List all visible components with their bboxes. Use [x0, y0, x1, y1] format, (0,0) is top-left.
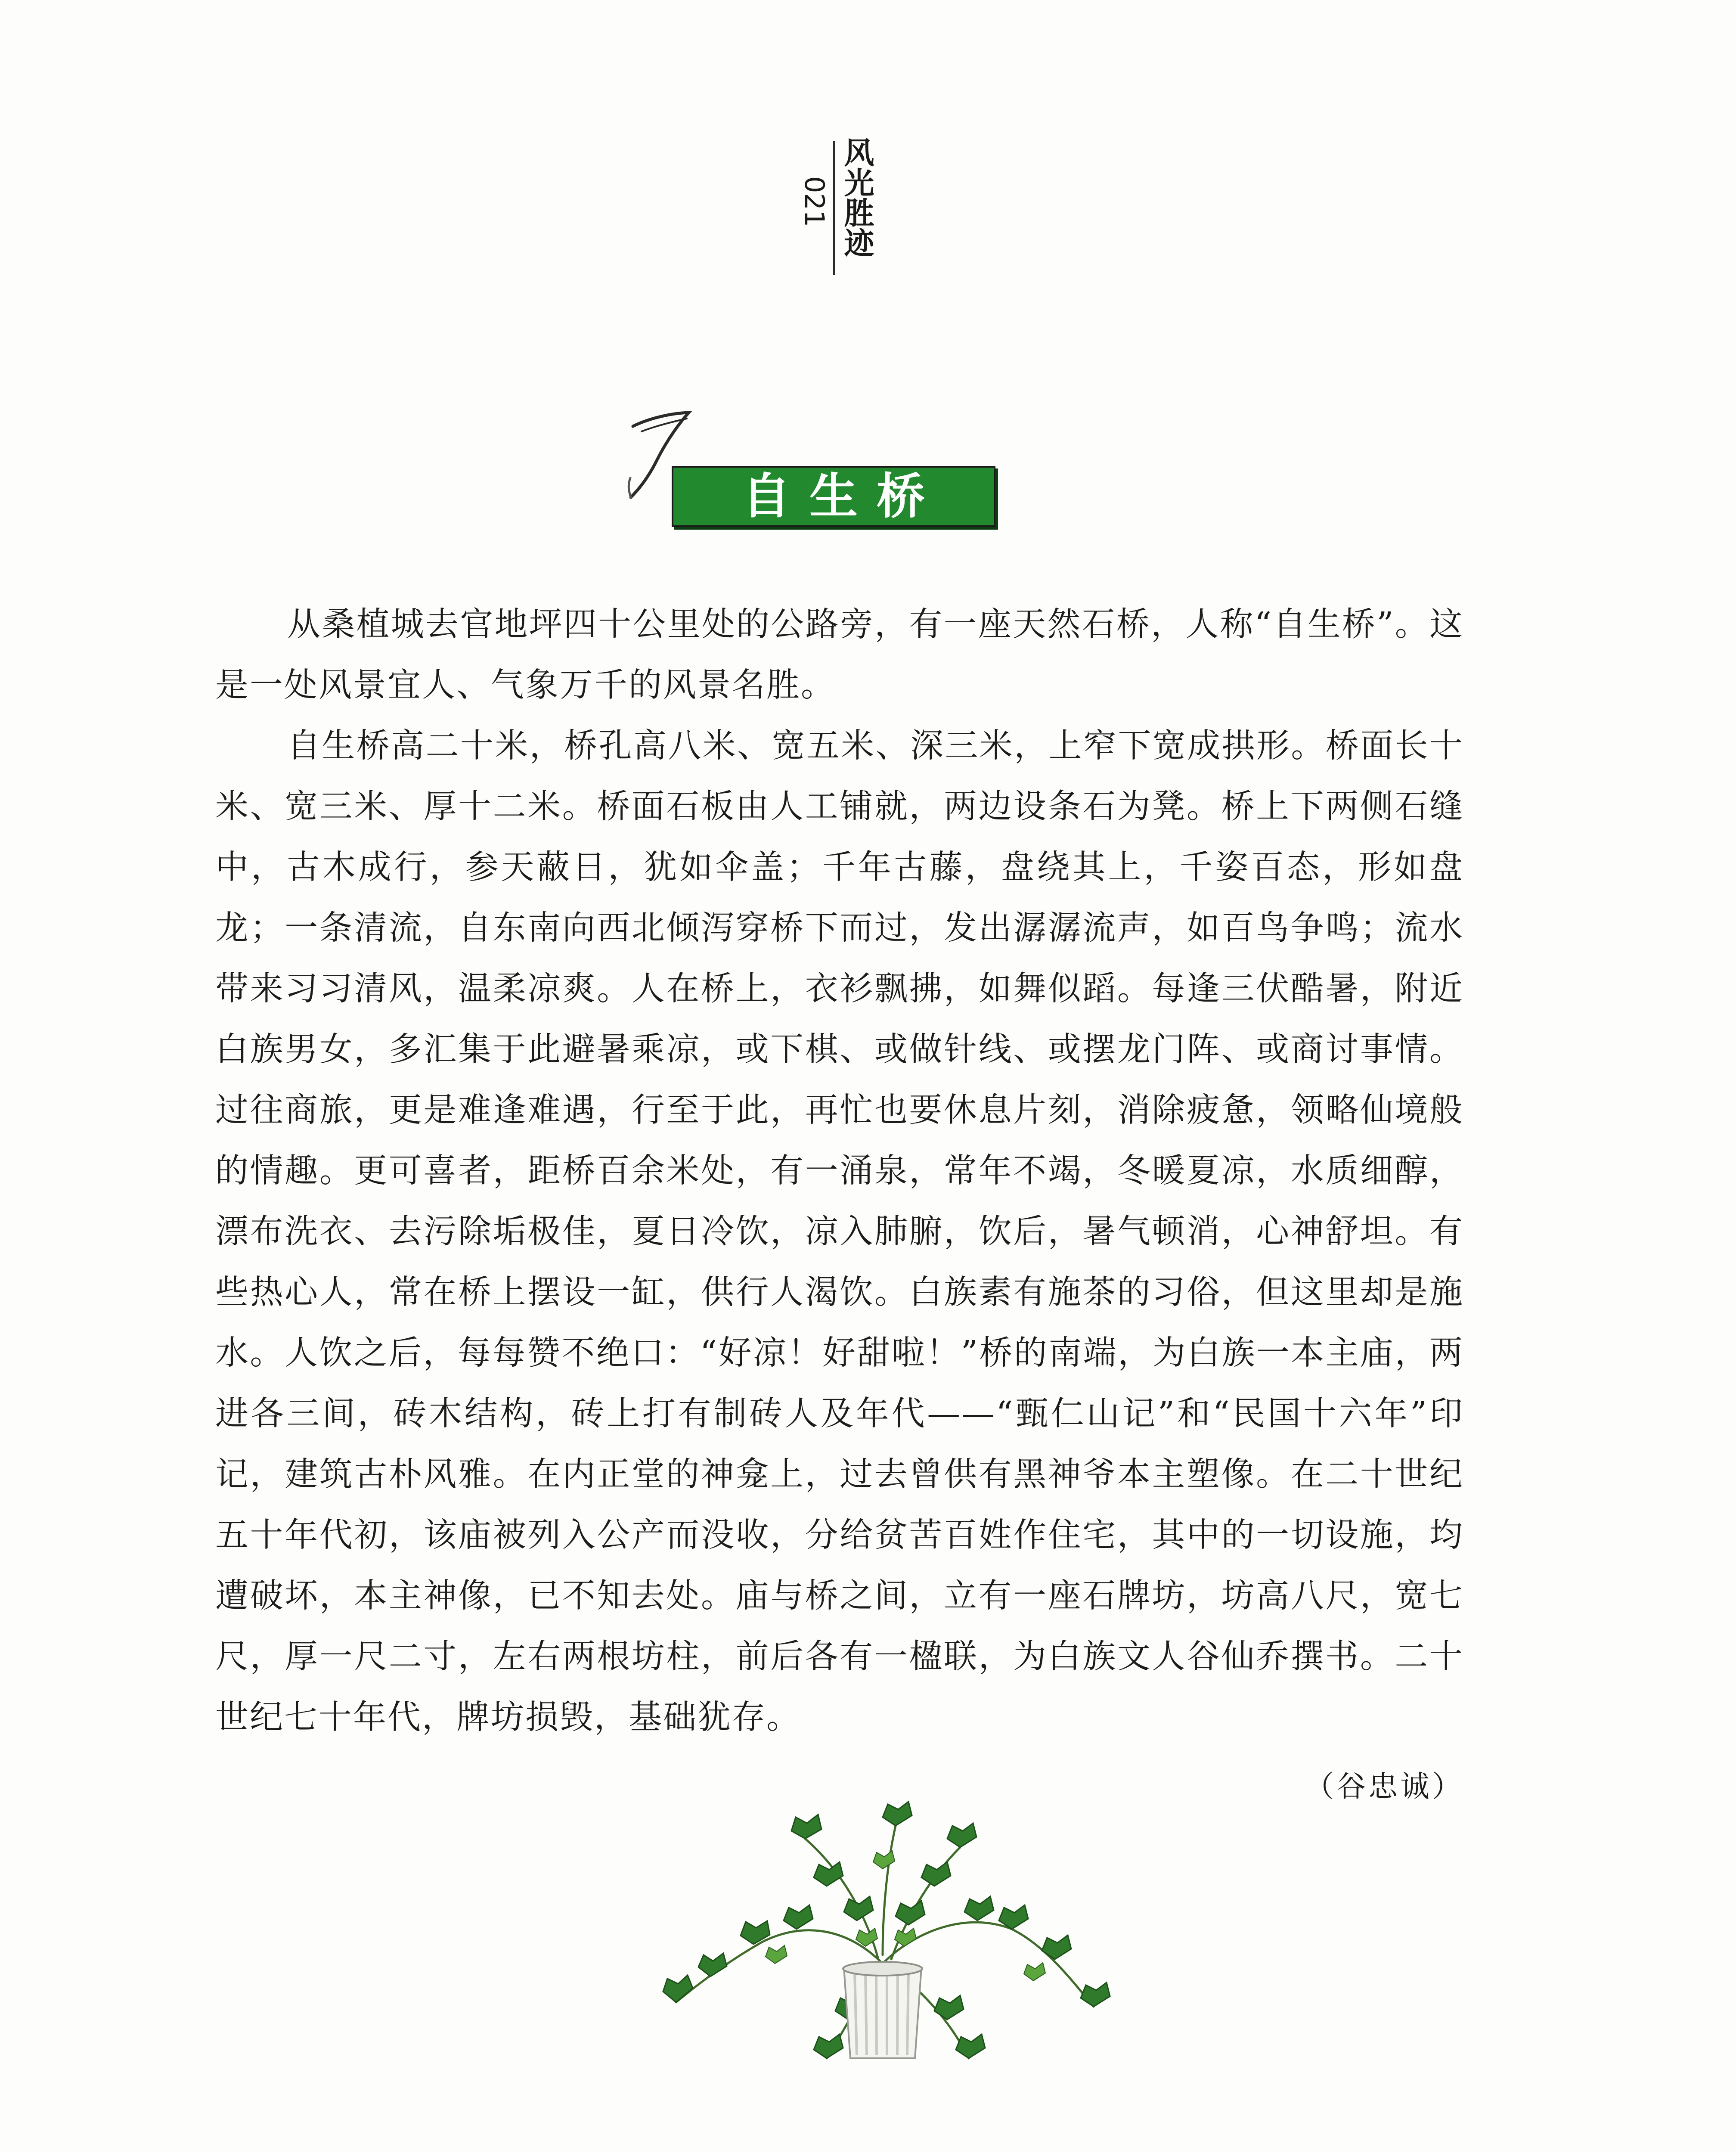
running-header — [792, 137, 878, 279]
title-banner — [672, 466, 995, 527]
author-credit: （谷忠诚） — [1304, 1770, 1464, 1804]
section-name: 风光胜迹 — [839, 137, 875, 257]
article-body — [215, 594, 1464, 1804]
title-block — [616, 409, 1003, 547]
paragraph: 从桑植城去官地坪四十公里处的公路旁，有一座天然石桥，人称“自生桥”。这是一处风景宜人、气象万千的风景名胜。 — [215, 605, 1464, 704]
article-title: 自生桥 — [742, 468, 944, 524]
flower-pot — [843, 1962, 922, 2058]
page-number: 021 — [799, 176, 830, 227]
paragraph: 自生桥高二十米，桥孔高八米、宽五米、深三米，上窄下宽成拱形。桥面长十米、宽三米、厚十二米。桥面石板由人工铺就，两边设条石为凳。桥上下两侧石缝中，古木成行，参天蔽日，犹如伞盖；千年古藤，盘绕其上，千姿百态，形如盘龙；一条清流，自东南向西北倾泻穿桥下而过，发出潺潺流声，如百鸟争鸣；流水带来习习清风，温柔凉爽。人在桥上，衣衫飘拂，如舞似蹈。每逢三伏酷暑，附近白族男女，多汇集于此避暑乘凉，或下棋、或做针线、或摆龙门阵、或商讨事情。过往商旅，更是难逢难遇，行至于此，再忙也要休息片刻，消除疲惫，领略仙境般的情趣。更可喜者，距桥百余米处，有一涌泉，常年不竭，冬暖夏凉，水质细醇，漂布洗衣、去污除垢极佳，夏日冷饮，凉入肺腑，饮后，暑气顿消，心神舒坦。有些热心人，常在桥上摆设一缸，供行人渴饮。白族素有施茶的习俗，但这里却是施水。人饮之后，每每赞不绝口：“好凉！好甜啦！”桥的南端，为白族一本主庙，两进各三间，砖木结构，砖上打有制砖人及年代——“甄仁山记”和“民国十六年”印记，建筑古朴风雅。在内正堂的神龛上，过去曾供有黑神爷本主塑像。在二十世纪五十年代初，该庙被列入公产而没收，分给贫苦百姓作住宅，其中的一切设施，均遭破坏，本主神像，已不知去处。庙与桥之间，立有一座石牌坊，坊高八尺，宽七尺，厚一尺二寸，左右两根坊柱，前后各有一楹联，为白族文人谷仙乔撰书。二十世纪七十年代，牌坊损毁，基础犹存。 — [215, 727, 1464, 1737]
potted-ivy-plant-icon — [624, 1800, 1141, 2101]
header-divider — [833, 141, 835, 275]
